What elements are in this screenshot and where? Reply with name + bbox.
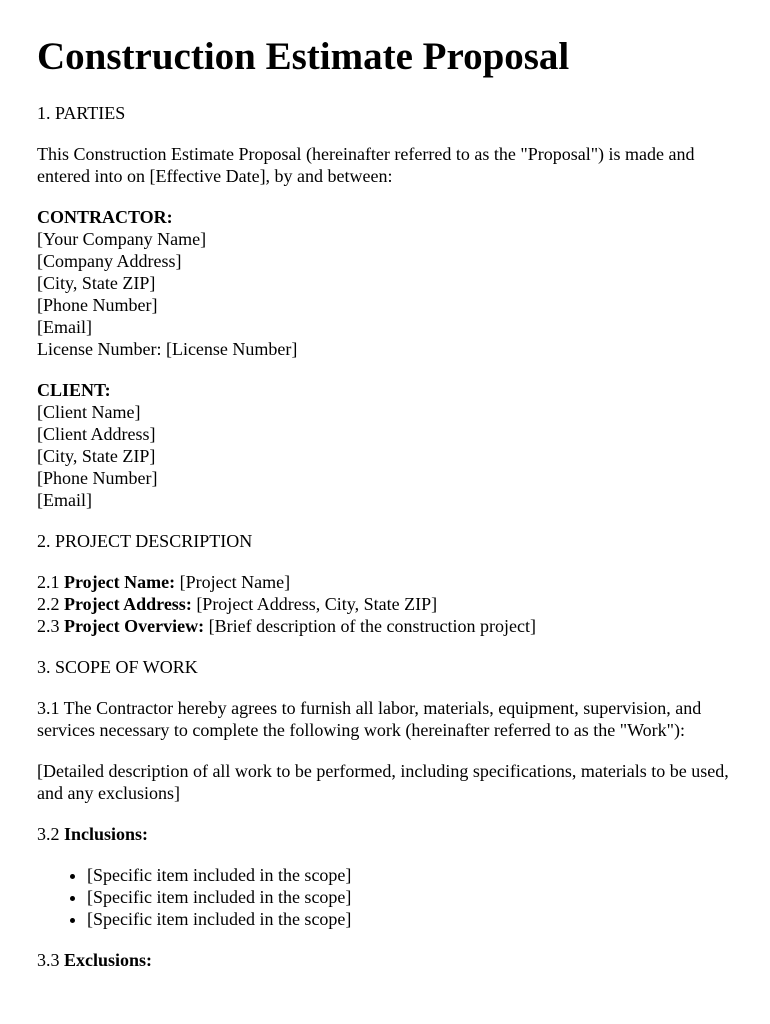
parties-intro: This Construction Estimate Proposal (hereinafter referred to as the "Proposal") is made and entered into on [Effective Date], by and between: — [37, 144, 695, 186]
contractor-line: [Company Address] — [37, 251, 182, 271]
list-item: • [Specific item included in the scope] — [87, 864, 737, 886]
client-line: [Client Name] — [37, 402, 141, 422]
client-line: [Email] — [37, 490, 92, 510]
inclusions-heading — [37, 823, 737, 845]
contractor-line: License Number: [License Number] — [37, 339, 298, 359]
scope-paragraph-2: [Detailed description of all work to be performed, including specifications, materials to be used, and any exclusions] — [37, 761, 729, 803]
contractor-line: [City, State ZIP] — [37, 273, 156, 293]
contractor-block — [37, 206, 737, 360]
project-item-number: 2.1 — [37, 572, 60, 592]
project-item-label: Project Address: — [64, 594, 192, 614]
inclusions-label: Inclusions: — [64, 824, 149, 844]
exclusions-heading — [37, 949, 737, 971]
exclusions-label: Exclusions: — [64, 950, 153, 970]
document-title: Construction Estimate Proposal — [37, 35, 570, 78]
contractor-line: [Email] — [37, 317, 92, 337]
scope-paragraph-1: 3.1 The Contractor hereby agrees to furnish all labor, materials, equipment, supervision, and services necessary to complete the following work (hereinafter referred to as the "Work"): — [37, 698, 702, 740]
project-item — [37, 615, 737, 637]
project-item-value: [Project Name] — [179, 572, 291, 592]
project-item-value: [Project Address, City, State ZIP] — [196, 594, 438, 614]
section-heading-scope-of-work: 3. SCOPE OF WORK — [37, 657, 198, 677]
section-heading-project-description: 2. PROJECT DESCRIPTION — [37, 531, 253, 551]
document — [37, 34, 737, 990]
project-description-block — [37, 571, 737, 637]
client-label: CLIENT: — [37, 380, 111, 400]
inclusions-list — [37, 864, 737, 930]
client-line: [City, State ZIP] — [37, 446, 156, 466]
project-item — [37, 593, 737, 615]
list-item: • [Specific item included in the scope] — [87, 886, 737, 908]
project-item-label: Project Overview: — [64, 616, 205, 636]
project-item-value: [Brief description of the construction project] — [208, 616, 536, 636]
client-line: [Phone Number] — [37, 468, 158, 488]
project-item-number: 2.2 — [37, 594, 60, 614]
list-item: • [Specific item included in the scope] — [87, 908, 737, 930]
project-item — [37, 571, 737, 593]
inclusions-number: 3.2 — [37, 824, 60, 844]
contractor-line: [Phone Number] — [37, 295, 158, 315]
section-heading-parties: 1. PARTIES — [37, 103, 126, 123]
client-line: [Client Address] — [37, 424, 156, 444]
contractor-label: CONTRACTOR: — [37, 207, 173, 227]
client-block — [37, 379, 737, 511]
exclusions-number: 3.3 — [37, 950, 60, 970]
project-item-label: Project Name: — [64, 572, 176, 592]
contractor-line: [Your Company Name] — [37, 229, 207, 249]
project-item-number: 2.3 — [37, 616, 60, 636]
